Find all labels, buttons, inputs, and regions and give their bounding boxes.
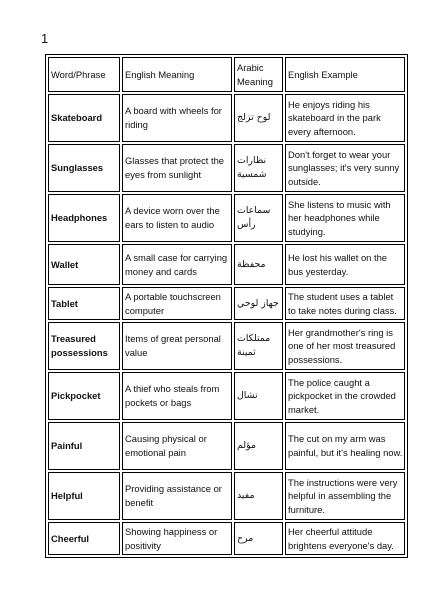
word-cell: Wallet bbox=[48, 244, 120, 285]
header-word-phrase: Word/Phrase bbox=[48, 57, 120, 92]
arabic-meaning-cell: مرح bbox=[234, 522, 283, 555]
word-cell: Treasured possessions bbox=[48, 322, 120, 370]
table-row bbox=[48, 194, 405, 242]
word-cell: Headphones bbox=[48, 194, 120, 242]
table-row bbox=[48, 372, 405, 420]
arabic-meaning-cell: لوح تزلج bbox=[234, 94, 283, 142]
english-meaning-cell: A thief who steals from pockets or bags bbox=[122, 372, 232, 420]
header-arabic-meaning: Arabic Meaning bbox=[234, 57, 283, 92]
english-meaning-cell: Items of great personal value bbox=[122, 322, 232, 370]
word-cell: Sunglasses bbox=[48, 144, 120, 192]
english-example-cell: The cut on my arm was painful, but it's healing now. bbox=[285, 422, 405, 470]
vocabulary-table bbox=[45, 54, 408, 558]
table-row bbox=[48, 522, 405, 555]
english-example-cell: The student uses a tablet to take notes during class. bbox=[285, 287, 405, 320]
page-number: 1 bbox=[41, 31, 49, 46]
arabic-meaning-cell: محفظة bbox=[234, 244, 283, 285]
table-row bbox=[48, 244, 405, 285]
header-english-meaning: English Meaning bbox=[122, 57, 232, 92]
english-example-cell: He lost his wallet on the bus yesterday. bbox=[285, 244, 405, 285]
english-example-cell: The police caught a pickpocket in the crowded market. bbox=[285, 372, 405, 420]
word-cell: Cheerful bbox=[48, 522, 120, 555]
english-meaning-cell: Showing happiness or positivity bbox=[122, 522, 232, 555]
english-meaning-cell: Causing physical or emotional pain bbox=[122, 422, 232, 470]
word-cell: Pickpocket bbox=[48, 372, 120, 420]
english-meaning-cell: Providing assistance or benefit bbox=[122, 472, 232, 520]
table-header-row bbox=[48, 57, 405, 92]
table-row bbox=[48, 322, 405, 370]
arabic-meaning-cell: نظارات شمسية bbox=[234, 144, 283, 192]
english-example-cell: Her cheerful attitude brightens everyone's day. bbox=[285, 522, 405, 555]
arabic-meaning-cell: سماعات رأس bbox=[234, 194, 283, 242]
english-example-cell: She listens to music with her headphones while studying. bbox=[285, 194, 405, 242]
english-meaning-cell: A portable touchscreen computer bbox=[122, 287, 232, 320]
english-example-cell: He enjoys riding his skateboard in the park every afternoon. bbox=[285, 94, 405, 142]
word-cell: Painful bbox=[48, 422, 120, 470]
table-row bbox=[48, 287, 405, 320]
arabic-meaning-cell: ممتلكات ثمينة bbox=[234, 322, 283, 370]
word-cell: Helpful bbox=[48, 472, 120, 520]
word-cell: Tablet bbox=[48, 287, 120, 320]
english-meaning-cell: A board with wheels for riding bbox=[122, 94, 232, 142]
table-row bbox=[48, 144, 405, 192]
english-example-cell: Don't forget to wear your sunglasses; it's very sunny outside. bbox=[285, 144, 405, 192]
english-meaning-cell: A small case for carrying money and cards bbox=[122, 244, 232, 285]
arabic-meaning-cell: جهاز لوحي bbox=[234, 287, 283, 320]
english-meaning-cell: A device worn over the ears to listen to audio bbox=[122, 194, 232, 242]
table-row bbox=[48, 472, 405, 520]
english-meaning-cell: Glasses that protect the eyes from sunlight bbox=[122, 144, 232, 192]
table-row bbox=[48, 422, 405, 470]
arabic-meaning-cell: نشال bbox=[234, 372, 283, 420]
english-example-cell: Her grandmother's ring is one of her most treasured possessions. bbox=[285, 322, 405, 370]
arabic-meaning-cell: مفيد bbox=[234, 472, 283, 520]
header-english-example: English Example bbox=[285, 57, 405, 92]
table-row bbox=[48, 94, 405, 142]
arabic-meaning-cell: مؤلم bbox=[234, 422, 283, 470]
word-cell: Skateboard bbox=[48, 94, 120, 142]
english-example-cell: The instructions were very helpful in assembling the furniture. bbox=[285, 472, 405, 520]
